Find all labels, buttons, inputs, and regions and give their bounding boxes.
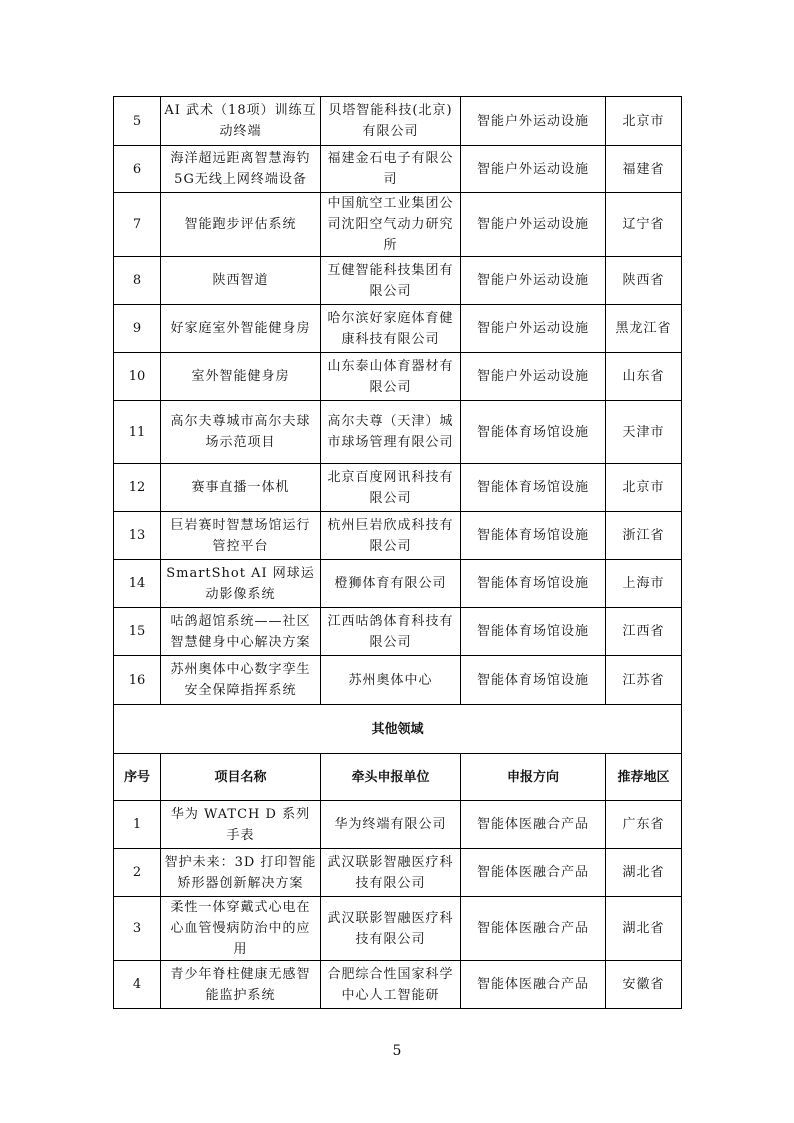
table-row bbox=[114, 257, 682, 305]
cell-unit: 武汉联影智融医疗科技有限公司 bbox=[321, 849, 461, 897]
cell-direction: 智能户外运动设施 bbox=[461, 97, 606, 146]
cell-name: SmartShot AI 网球运动影像系统 bbox=[161, 560, 321, 608]
cell-region: 江苏省 bbox=[606, 656, 682, 705]
cell-unit: 中国航空工业集团公司沈阳空气动力研究所 bbox=[321, 193, 461, 257]
page-number: 5 bbox=[392, 1043, 402, 1059]
cell-direction: 智能户外运动设施 bbox=[461, 353, 606, 401]
cell-unit: 杭州巨岩欣成科技有限公司 bbox=[321, 512, 461, 560]
cell-name: 咕鸽超馆系统——社区智慧健身中心解决方案 bbox=[161, 608, 321, 656]
cell-direction: 智能体育场馆设施 bbox=[461, 401, 606, 464]
section-row bbox=[114, 705, 682, 754]
cell-no: 8 bbox=[114, 257, 161, 305]
cell-name: 苏州奥体中心数字孪生安全保障指挥系统 bbox=[161, 656, 321, 705]
cell-no: 9 bbox=[114, 305, 161, 353]
table-row bbox=[114, 849, 682, 897]
cell-region: 北京市 bbox=[606, 97, 682, 146]
cell-direction: 智能体育场馆设施 bbox=[461, 512, 606, 560]
cell-unit: 武汉联影智融医疗科技有限公司 bbox=[321, 897, 461, 961]
cell-region: 辽宁省 bbox=[606, 193, 682, 257]
cell-name: AI 武术（18项）训练互动终端 bbox=[161, 97, 321, 146]
cell-direction: 智能体育场馆设施 bbox=[461, 608, 606, 656]
section-title: 其他领域 bbox=[114, 705, 682, 754]
table-row bbox=[114, 801, 682, 849]
table-row bbox=[114, 146, 682, 193]
table-row bbox=[114, 464, 682, 512]
cell-name: 海洋超远距离智慧海钓5G无线上网终端设备 bbox=[161, 146, 321, 193]
table-row bbox=[114, 401, 682, 464]
cell-unit: 贝塔智能科技(北京)有限公司 bbox=[321, 97, 461, 146]
header-direction: 申报方向 bbox=[461, 754, 606, 801]
cell-unit: 华为终端有限公司 bbox=[321, 801, 461, 849]
cell-name: 陕西智道 bbox=[161, 257, 321, 305]
header-name: 项目名称 bbox=[161, 754, 321, 801]
cell-name: 智能跑步评估系统 bbox=[161, 193, 321, 257]
cell-direction: 智能体医融合产品 bbox=[461, 801, 606, 849]
cell-direction: 智能体育场馆设施 bbox=[461, 560, 606, 608]
cell-unit: 橙狮体育有限公司 bbox=[321, 560, 461, 608]
cell-direction: 智能体医融合产品 bbox=[461, 961, 606, 1009]
cell-unit: 北京百度网讯科技有限公司 bbox=[321, 464, 461, 512]
header-unit: 牵头申报单位 bbox=[321, 754, 461, 801]
cell-no: 13 bbox=[114, 512, 161, 560]
cell-direction: 智能户外运动设施 bbox=[461, 146, 606, 193]
document-page bbox=[113, 96, 681, 1009]
cell-no: 3 bbox=[114, 897, 161, 961]
cell-name: 高尔夫尊城市高尔夫球场示范项目 bbox=[161, 401, 321, 464]
cell-region: 浙江省 bbox=[606, 512, 682, 560]
cell-region: 上海市 bbox=[606, 560, 682, 608]
cell-no: 11 bbox=[114, 401, 161, 464]
cell-name: 青少年脊柱健康无感智能监护系统 bbox=[161, 961, 321, 1009]
cell-region: 北京市 bbox=[606, 464, 682, 512]
cell-direction: 智能体医融合产品 bbox=[461, 849, 606, 897]
cell-name: 赛事直播一体机 bbox=[161, 464, 321, 512]
table-row bbox=[114, 353, 682, 401]
table-header-row bbox=[114, 754, 682, 801]
cell-region: 广东省 bbox=[606, 801, 682, 849]
cell-name: 智护未来：3D 打印智能矫形器创新解决方案 bbox=[161, 849, 321, 897]
cell-unit: 互健智能科技集团有限公司 bbox=[321, 257, 461, 305]
cell-direction: 智能户外运动设施 bbox=[461, 305, 606, 353]
table-row bbox=[114, 560, 682, 608]
cell-unit: 合肥综合性国家科学中心人工智能研 bbox=[321, 961, 461, 1009]
table-row bbox=[114, 656, 682, 705]
cell-name: 柔性一体穿戴式心电在心血管慢病防治中的应用 bbox=[161, 897, 321, 961]
cell-region: 福建省 bbox=[606, 146, 682, 193]
cell-no: 2 bbox=[114, 849, 161, 897]
cell-unit: 山东泰山体育器材有限公司 bbox=[321, 353, 461, 401]
cell-no: 10 bbox=[114, 353, 161, 401]
table-row bbox=[114, 961, 682, 1009]
cell-unit: 哈尔滨好家庭体育健康科技有限公司 bbox=[321, 305, 461, 353]
table-row bbox=[114, 608, 682, 656]
cell-name: 好家庭室外智能健身房 bbox=[161, 305, 321, 353]
cell-region: 陕西省 bbox=[606, 257, 682, 305]
cell-no: 12 bbox=[114, 464, 161, 512]
cell-direction: 智能户外运动设施 bbox=[461, 257, 606, 305]
cell-no: 14 bbox=[114, 560, 161, 608]
cell-no: 7 bbox=[114, 193, 161, 257]
cell-region: 安徽省 bbox=[606, 961, 682, 1009]
cell-region: 江西省 bbox=[606, 608, 682, 656]
cell-direction: 智能体医融合产品 bbox=[461, 897, 606, 961]
table-row bbox=[114, 193, 682, 257]
cell-unit: 高尔夫尊（天津）城市球场管理有限公司 bbox=[321, 401, 461, 464]
project-table bbox=[113, 96, 682, 1009]
cell-direction: 智能体育场馆设施 bbox=[461, 656, 606, 705]
cell-region: 天津市 bbox=[606, 401, 682, 464]
cell-no: 16 bbox=[114, 656, 161, 705]
cell-region: 湖北省 bbox=[606, 897, 682, 961]
table-row bbox=[114, 305, 682, 353]
cell-name: 巨岩赛时智慧场馆运行管控平台 bbox=[161, 512, 321, 560]
header-no: 序号 bbox=[114, 754, 161, 801]
cell-region: 黑龙江省 bbox=[606, 305, 682, 353]
cell-no: 4 bbox=[114, 961, 161, 1009]
table-row bbox=[114, 97, 682, 146]
table-row bbox=[114, 897, 682, 961]
cell-unit: 江西咕鸽体育科技有限公司 bbox=[321, 608, 461, 656]
cell-unit: 福建金石电子有限公司 bbox=[321, 146, 461, 193]
cell-region: 湖北省 bbox=[606, 849, 682, 897]
cell-name: 华为 WATCH D 系列手表 bbox=[161, 801, 321, 849]
cell-name: 室外智能健身房 bbox=[161, 353, 321, 401]
cell-no: 6 bbox=[114, 146, 161, 193]
cell-no: 1 bbox=[114, 801, 161, 849]
header-region: 推荐地区 bbox=[606, 754, 682, 801]
cell-direction: 智能体育场馆设施 bbox=[461, 464, 606, 512]
cell-no: 5 bbox=[114, 97, 161, 146]
cell-no: 15 bbox=[114, 608, 161, 656]
table-row bbox=[114, 512, 682, 560]
cell-region: 山东省 bbox=[606, 353, 682, 401]
cell-unit: 苏州奥体中心 bbox=[321, 656, 461, 705]
cell-direction: 智能户外运动设施 bbox=[461, 193, 606, 257]
